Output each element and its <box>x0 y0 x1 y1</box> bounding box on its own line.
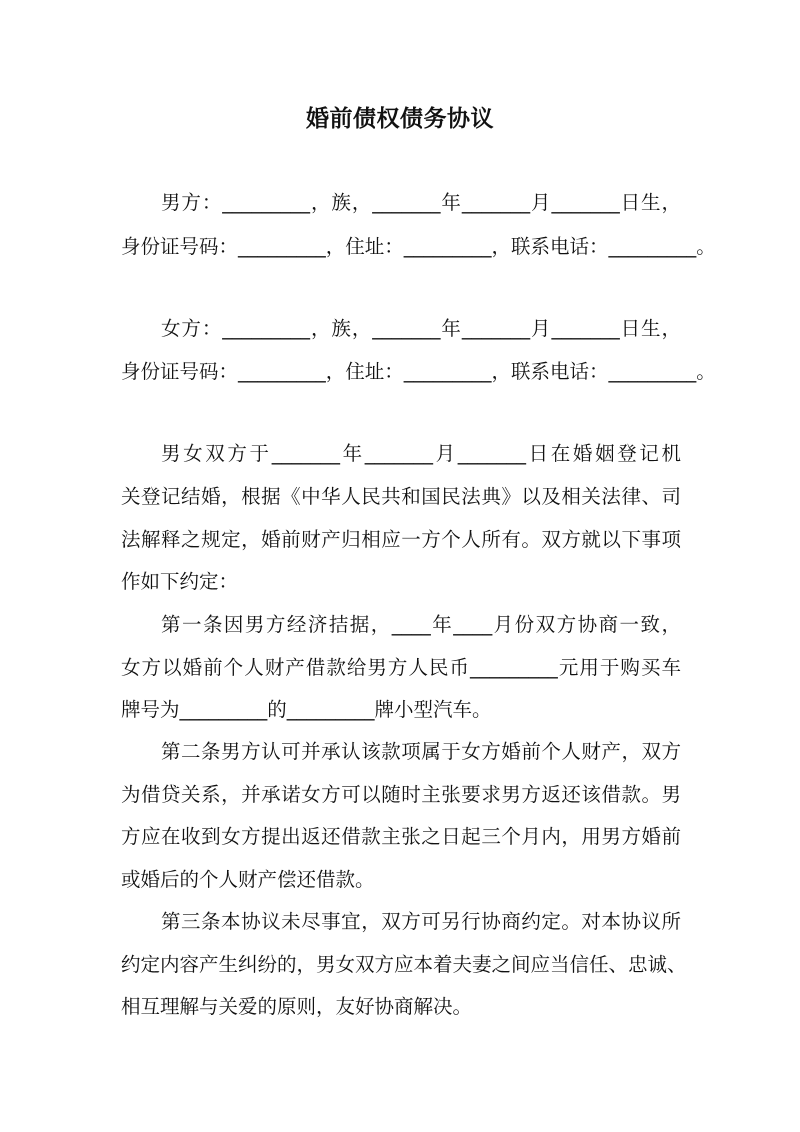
article-1-line-1: 第一条因男方经济拮据，____年____月份双方协商一致， <box>161 613 681 636</box>
preamble-line-1: 男女双方于_______年_______月_______日在婚姻登记机 <box>161 442 681 465</box>
male-party-line-1: 男方：_________，族，_______年_______月_______日生， <box>161 191 681 214</box>
female-party-line-2: 身份证号码：_________，住址：_________，联系电话：_________。 <box>121 360 716 383</box>
male-party-line-2: 身份证号码：_________，住址：_________，联系电话：_________。 <box>121 235 716 258</box>
preamble-line-2: 关登记结婚，根据《中华人民共和国民法典》以及相关法律、司 <box>121 485 681 508</box>
article-3-line-1: 第三条本协议未尽事宜，双方可另行协商约定。对本协议所 <box>161 910 681 933</box>
female-party-line-1: 女方：_________，族，_______年_______月_______日生， <box>161 317 681 340</box>
article-2-line-1: 第二条男方认可并承认该款项属于女方婚前个人财产，双方 <box>161 740 681 763</box>
preamble-line-3: 法解释之规定，婚前财产归相应一方个人所有。双方就以下事项 <box>121 528 681 551</box>
preamble-line-4: 作如下约定： <box>121 570 239 593</box>
article-2-line-2: 为借贷关系，并承诺女方可以随时主张要求男方返还该借款。男 <box>121 783 681 806</box>
document-title: 婚前债权债务协议 <box>306 106 494 132</box>
article-1-line-3: 牌号为_________的_________牌小型汽车。 <box>121 698 492 721</box>
article-3-line-3: 相互理解与关爱的原则，友好协商解决。 <box>121 995 473 1018</box>
article-2-line-4: 或婚后的个人财产偿还借款。 <box>121 868 375 891</box>
article-2-line-3: 方应在收到女方提出返还借款主张之日起三个月内，用男方婚前 <box>121 825 681 848</box>
article-1-line-2: 女方以婚前个人财产借款给男方人民币_________元用于购买车 <box>121 656 681 679</box>
article-3-line-2: 约定内容产生纠纷的，男女双方应本着夫妻之间应当信任、忠诚、 <box>121 953 687 976</box>
